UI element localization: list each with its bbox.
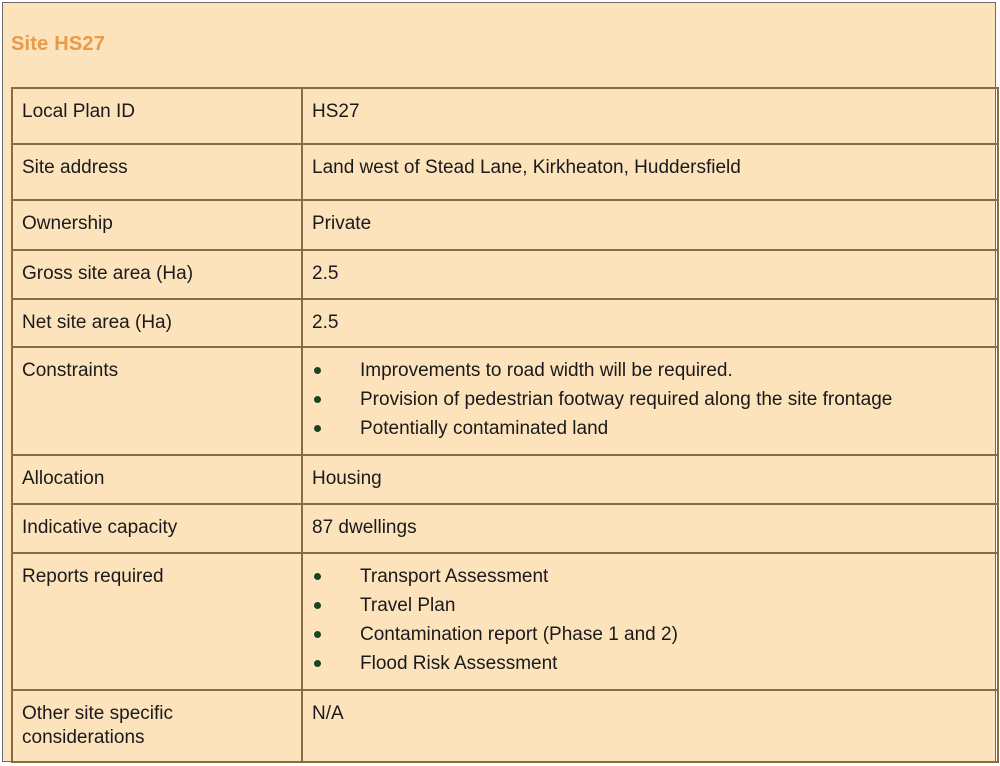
row-label: Net site area (Ha) [12,299,302,347]
page-title: Site HS27 [11,33,106,55]
row-reports-required [12,553,998,690]
row-constraints [12,347,998,455]
row-label: Allocation [12,455,302,504]
row-value [302,553,998,690]
list-item: Travel Plan [312,591,988,620]
row-label: Indicative capacity [12,504,302,553]
row-other-considerations [12,690,998,762]
row-net-site-area [12,299,998,347]
row-label-line: Other site specific [22,703,173,724]
site-panel [2,2,996,762]
row-value: 87 dwellings [302,504,998,553]
site-details-table [11,87,999,763]
list-item: Flood Risk Assessment [312,649,988,678]
row-label: Reports required [12,553,302,690]
row-site-address [12,144,998,200]
row-gross-site-area [12,250,998,299]
row-value: Land west of Stead Lane, Kirkheaton, Huddersfield [302,144,998,200]
row-value: Housing [302,455,998,504]
row-value: 2.5 [302,299,998,347]
row-value: Private [302,200,998,250]
row-label: Gross site area (Ha) [12,250,302,299]
list-item: Improvements to road width will be required. [312,356,988,385]
row-indicative-capacity [12,504,998,553]
row-local-plan-id [12,88,998,144]
list-item: Contamination report (Phase 1 and 2) [312,620,988,649]
list-item: Transport Assessment [312,562,988,591]
row-label: Ownership [12,200,302,250]
constraints-list [312,356,988,443]
row-ownership [12,200,998,250]
row-value [302,347,998,455]
row-label [12,690,302,762]
row-value: 2.5 [302,250,998,299]
row-value: N/A [302,690,998,762]
row-label: Site address [12,144,302,200]
row-value: HS27 [302,88,998,144]
row-label: Constraints [12,347,302,455]
row-allocation [12,455,998,504]
row-label-line: considerations [22,727,145,748]
row-label: Local Plan ID [12,88,302,144]
list-item: Provision of pedestrian footway required along the site frontage [312,385,988,414]
list-item: Potentially contaminated land [312,414,988,443]
reports-list [312,562,988,678]
